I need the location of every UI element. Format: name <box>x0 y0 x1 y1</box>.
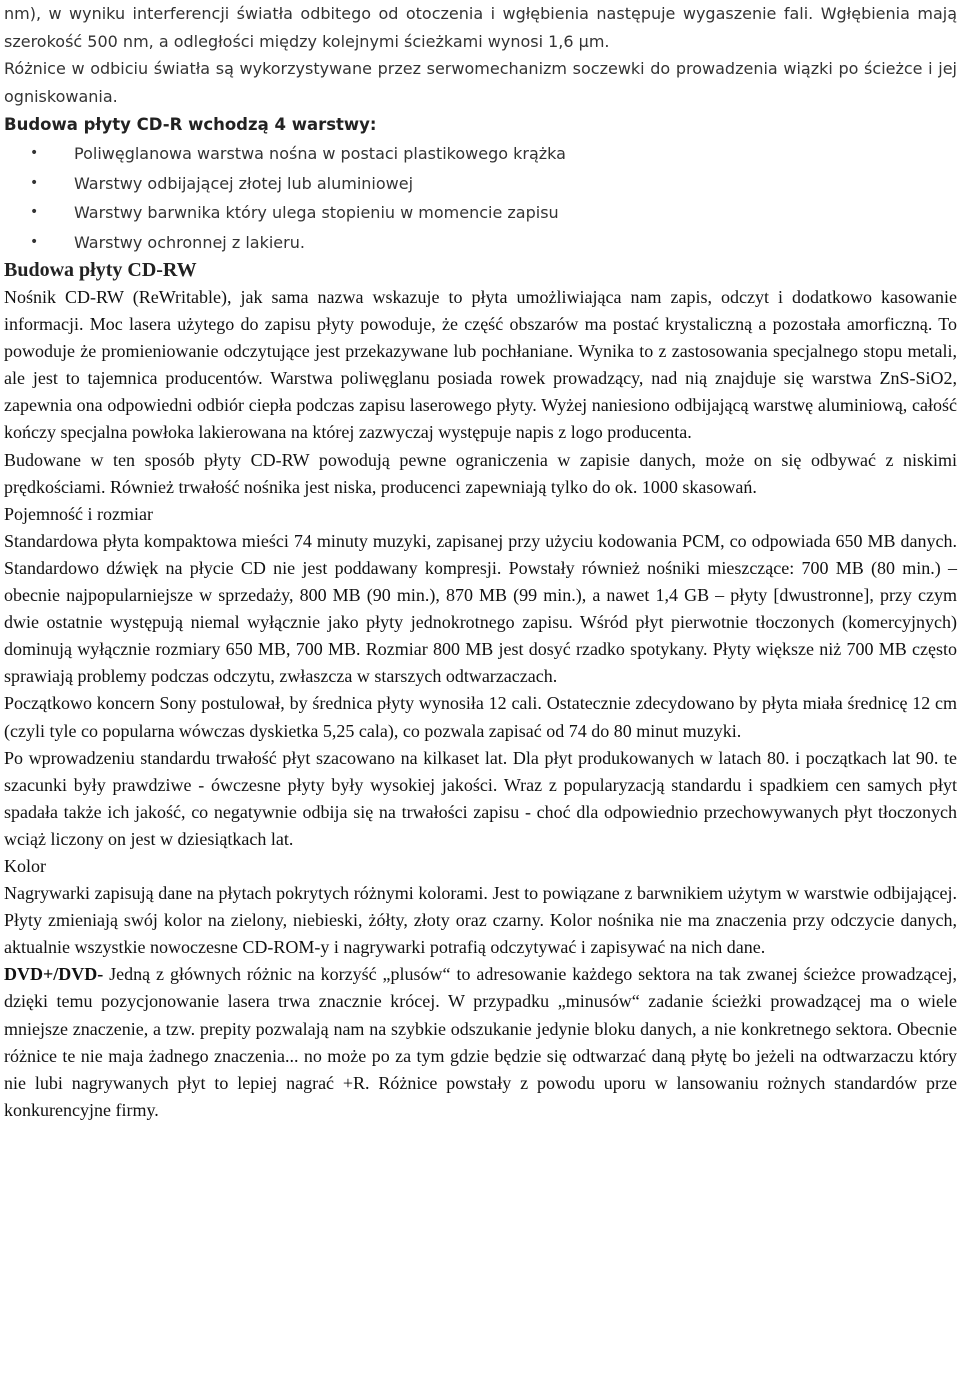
intro-paragraph-2: Różnice w odbiciu światła są wykorzystywane przez serwomechanizm soczewki do prowadzenia wiązki po ścieżce i jej ogniskowania. <box>4 59 957 106</box>
bullet-icon: • <box>30 204 39 220</box>
dvd-paragraph <box>4 961 957 1124</box>
cdrw-heading: Budowa płyty CD-RW <box>4 259 197 281</box>
capacity-paragraph-2: Początkowo koncern Sony postulował, by średnica płyty wynosiła 12 cali. Ostatecznie zdecydowano by płyta miała średnicę 12 cm (czyli tyle co popularna wówczas dyskietka 5,25 cala), co pozwala zapisać od 74 do 80 minut muzyki. <box>4 693 957 741</box>
dvd-text: Jedną z głównych różnic na korzyść „plusów“ to adresowanie każdego sektora na tak zwanej ścieżce prowadzącej, dzięki temu pozycjonowanie lasera trwa znacznie krócej. W przypadku „minusów“ zadanie ścieżki prowadzącej ma o wiele mniejsze znaczenie, a tzw. prepity pozwalają nam na szybkie odszukanie jedynie bloku danych, a nie konkretnego sektora. Obecnie różnice te nie maja żadnego znaczenia... no może po za tym gdzie będzie się odtwarzać daną płytę bo jeżeli na odtwarzaczu który nie lubi nagrywanych płyt to lepiej nagrać +R. Różnice powstały z powodu uporu w lansowaniu rożnych standardów prze konkurencyjne firmy. <box>4 964 957 1120</box>
list-item-text: Warstwy barwnika który ulega stopieniu w momencie zapisu <box>74 203 559 222</box>
list-item <box>4 169 957 199</box>
bullet-icon: • <box>30 174 39 191</box>
capacity-heading: Pojemność i rozmiar <box>4 503 153 524</box>
intro-paragraph-1: nm), w wyniku interferencji światła odbitego od otoczenia i wgłębienia następuje wygaszenie fali. Wgłębienia mają szerokość 500 nm, a odległości między kolejnymi ścieżkami wynosi 1,6 µm. <box>4 4 957 51</box>
color-heading: Kolor <box>4 855 46 876</box>
bullet-icon: • <box>30 233 39 250</box>
list-item <box>4 198 957 228</box>
list-item-text: Poliwęglanowa warstwa nośna w postaci plastikowego krążka <box>74 144 566 163</box>
capacity-paragraph-1: Standardowa płyta kompaktowa mieści 74 minuty muzyki, zapisanej przy użyciu kodowania PCM, co odpowiada 650 MB danych. Standardowo dźwięk na płycie CD nie jest poddawany kompresji. Powstały również nośniki mieszczące: 700 MB (80 min.) – obecnie najpopularniejsze w sprzedaży, 800 MB (90 min.), 870 MB (99 min.), a nawet 1,4 GB – płyty [dwustronne], przy czym dwie ostatnie występują niemal wyłącznie jako płyty jednokrotnego zapisu. Wśród płyt pierwotnie tłoczonych (komercyjnych) dominują wyłącznie rozmiary 650 MB, 700 MB. Rozmiar 800 MB jest dosyć rzadko spotykany. Płyty większe niż 700 MB często sprawiają problemy podczas odczytu, zwłaszcza w starszych odtwarzaczach. <box>4 530 957 687</box>
bullet-icon: • <box>30 145 39 161</box>
list-item <box>4 139 957 169</box>
dvd-lead: DVD+/DVD- <box>4 964 104 985</box>
list-item <box>4 228 957 258</box>
color-paragraph-1: Nagrywarki zapisują dane na płytach pokrytych różnymi kolorami. Jest to powiązane z barwnikiem użytym w warstwie odbijającej. Płyty zmieniają swój kolor na zielony, niebieski, żółty, złoty oraz czarny. Kolor nośnika nie ma znaczenia przy odczycie danych, aktualnie wszystkie nowoczesne CD-ROM-y i nagrywarki potrafią odczytywać i zapisywać na nich dane. <box>4 883 957 958</box>
capacity-paragraph-3: Po wprowadzeniu standardu trwałość płyt szacowano na kilkaset lat. Dla płyt produkowanych w latach 80. i początkach lat 90. te szacunki były prawdziwe - ówczesne płyty były wysokiej jakości. Wraz z popularyzacją standardu i spadkiem cen samych płyt spadała także ich jakość, co negatywnie odbija się na trwałości zapisu - choć dla odpowiednio przechowywanych płyt tłoczonych wciąż liczony on jest w dziesiątkach lat. <box>4 747 957 849</box>
list-item-text: Warstwy ochronnej z lakieru. <box>74 232 305 252</box>
cdr-layer-list <box>4 139 957 257</box>
document-page <box>4 0 957 1124</box>
cdrw-paragraph-2: Budowane w ten sposób płyty CD-RW powodują pewne ograniczenia w zapisie danych, może on się odbywać z niskimi prędkościami. Również trwałość nośnika jest niska, producenci zapewniają tylko do ok. 1000 skasowań. <box>4 449 957 497</box>
cdr-heading: Budowa płyty CD-R wchodzą 4 warstwy: <box>4 115 377 134</box>
cdrw-paragraph-1: Nośnik CD-RW (ReWritable), jak sama nazwa wskazuje to płyta umożliwiająca nam zapis, odczyt i dodatkowo kasowanie informacji. Moc lasera użytego do zapisu płyty powoduje, że część obszarów ma postać krystaliczną a pozostała amorficzną. To powoduje że promieniowanie odczytujące jest przekazywane lub pochłaniane. Wynika to z zastosowania specjalnego stopu metali, ale jest to tajemnica producentów. Warstwa poliwęglanu posiada rowek prowadzący, nad nią znajduje się warstwa ZnS-SiO2, zapewnia ona odpowiedni odbiór ciepła podczas zapisu laserowego płyty. Wyżej naniesiono odbijającą warstwę aluminiową, całość kończy specjalna powłoka lakierowana na której zazwyczaj występuje napis z logo producenta. <box>4 287 957 443</box>
list-item-text: Warstwy odbijającej złotej lub aluminiowej <box>74 173 414 193</box>
